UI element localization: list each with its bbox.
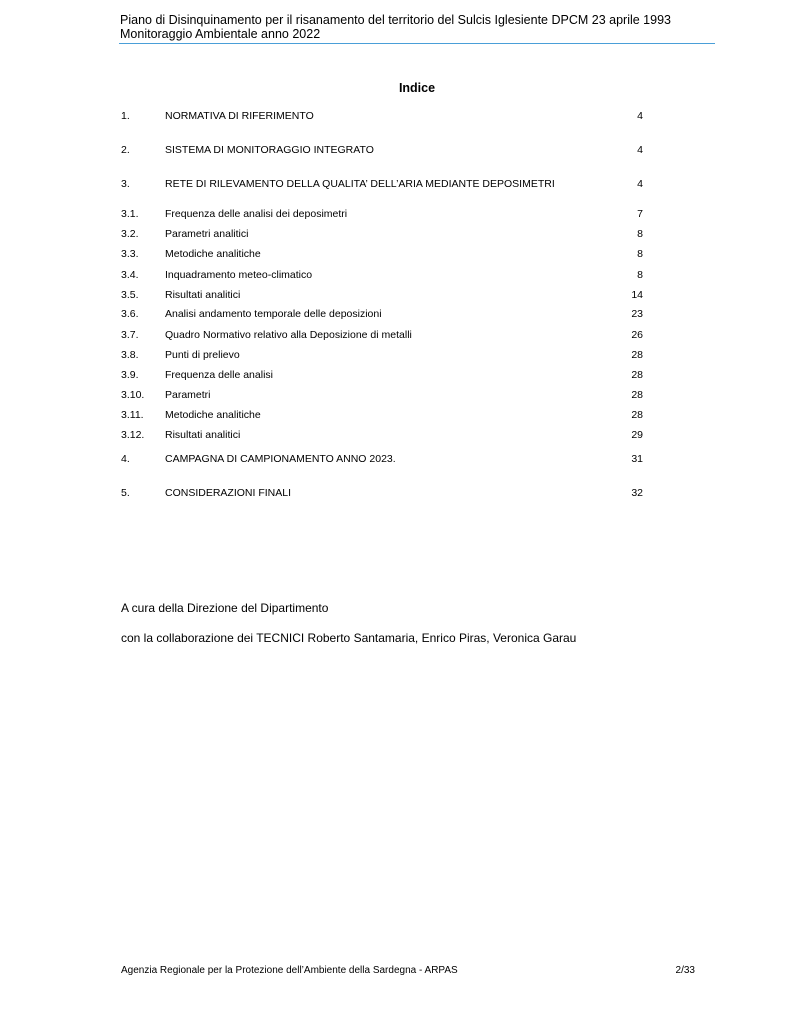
toc-entry-number: 3. — [121, 178, 130, 190]
toc-entry-label: CAMPAGNA DI CAMPIONAMENTO ANNO 2023. — [165, 453, 396, 465]
toc-entry-label: SISTEMA DI MONITORAGGIO INTEGRATO — [165, 144, 374, 156]
toc-entry-number: 3.1. — [121, 208, 139, 220]
toc-entry-page: 4 — [637, 110, 643, 122]
toc-entry-page: 28 — [631, 389, 643, 401]
toc-entry[interactable] — [121, 485, 643, 501]
toc-entry-label: Metodiche analitiche — [165, 409, 261, 421]
toc-entry-page: 31 — [631, 453, 643, 465]
toc-entry-label: RETE DI RILEVAMENTO DELLA QUALITA’ DELL’ARIA MEDIANTE DEPOSIMETRI — [165, 178, 555, 190]
toc-entry-page: 7 — [637, 208, 643, 220]
toc-entry-page: 4 — [637, 144, 643, 156]
toc-entry-label: Parametri — [165, 389, 211, 401]
toc-entry-number: 3.2. — [121, 228, 139, 240]
toc-entry-label: Inquadramento meteo-climatico — [165, 269, 313, 281]
toc-entry-label: CONSIDERAZIONI FINALI — [165, 487, 292, 499]
toc-entry-number: 3.4. — [121, 269, 139, 281]
toc-entry[interactable] — [121, 327, 643, 343]
toc-entry[interactable] — [121, 226, 643, 242]
toc-entry-page: 4 — [637, 178, 643, 190]
toc-entry-page: 32 — [631, 487, 643, 499]
header-divider — [119, 43, 715, 44]
toc-entry[interactable] — [121, 142, 643, 158]
toc-entry[interactable] — [121, 387, 643, 403]
toc-entry[interactable] — [121, 287, 643, 303]
toc-entry-page: 8 — [637, 228, 643, 240]
toc-entry[interactable] — [121, 347, 643, 363]
toc-entry-number: 3.3. — [121, 248, 139, 260]
toc-entry-label: Frequenza delle analisi — [165, 369, 273, 381]
toc-entry[interactable] — [121, 176, 643, 192]
footer-page-number: 2/33 — [675, 965, 695, 976]
toc-entry-page: 8 — [637, 248, 643, 260]
toc-entry-page: 28 — [631, 369, 643, 381]
toc-entry-page: 29 — [631, 429, 643, 441]
toc-entry-page: 26 — [631, 329, 643, 341]
toc-entry-page: 28 — [631, 409, 643, 421]
toc-entry-label: Analisi andamento temporale delle deposizioni — [165, 308, 382, 320]
toc-entry-page: 8 — [637, 269, 643, 281]
toc-entry-label: Parametri analitici — [165, 228, 249, 240]
toc-entry-number: 5. — [121, 487, 130, 499]
toc-entry-label: Metodiche analitiche — [165, 248, 261, 260]
toc-entry[interactable] — [121, 427, 643, 443]
header-title: Piano di Disinquinamento per il risanamento del territorio del Sulcis Iglesiente DPCM 23 aprile 1993 — [120, 13, 671, 27]
credits-direction: A cura della Direzione del Dipartimento — [121, 601, 329, 615]
toc-entry-page: 28 — [631, 349, 643, 361]
toc-entry[interactable] — [121, 206, 643, 222]
toc-entry-number: 1. — [121, 110, 130, 122]
toc-title: Indice — [398, 81, 436, 95]
toc-entry-label: Punti di prelievo — [165, 349, 240, 361]
toc-entry[interactable] — [121, 407, 643, 423]
toc-entry-label: Risultati analitici — [165, 289, 241, 301]
toc-entry-number: 3.10. — [121, 389, 145, 401]
toc-entry-label: Frequenza delle analisi dei deposimetri — [165, 208, 348, 220]
toc-entry-number: 4. — [121, 453, 130, 465]
toc-entry-label: NORMATIVA DI RIFERIMENTO — [165, 110, 314, 122]
credits-collaborators: con la collaborazione dei TECNICI Roberto Santamaria, Enrico Piras, Veronica Garau — [121, 631, 577, 645]
toc-entry-number: 3.8. — [121, 349, 139, 361]
toc-entry-page: 14 — [631, 289, 643, 301]
page-header — [120, 13, 715, 41]
toc-entry-number: 3.6. — [121, 308, 139, 320]
toc-entry-number: 3.5. — [121, 289, 139, 301]
toc-entry[interactable] — [121, 246, 643, 262]
footer-organization: Agenzia Regionale per la Protezione dell’Ambiente della Sardegna - ARPAS — [121, 965, 458, 976]
toc-entry-number: 2. — [121, 144, 130, 156]
toc-entry-page: 23 — [631, 308, 643, 320]
toc-entry[interactable] — [121, 451, 643, 467]
toc-entry-number: 3.9. — [121, 369, 139, 381]
toc-entry[interactable] — [121, 267, 643, 283]
header-subtitle: Monitoraggio Ambientale anno 2022 — [120, 27, 321, 41]
toc-entry-number: 3.11. — [121, 409, 144, 421]
toc-entry-label: Quadro Normativo relativo alla Deposizione di metalli — [165, 329, 412, 341]
toc-entry[interactable] — [121, 108, 643, 124]
toc-entry[interactable] — [121, 306, 643, 322]
toc-entry[interactable] — [121, 367, 643, 383]
toc-entry-number: 3.7. — [121, 329, 139, 341]
toc-entry-number: 3.12. — [121, 429, 145, 441]
toc-entry-label: Risultati analitici — [165, 429, 241, 441]
